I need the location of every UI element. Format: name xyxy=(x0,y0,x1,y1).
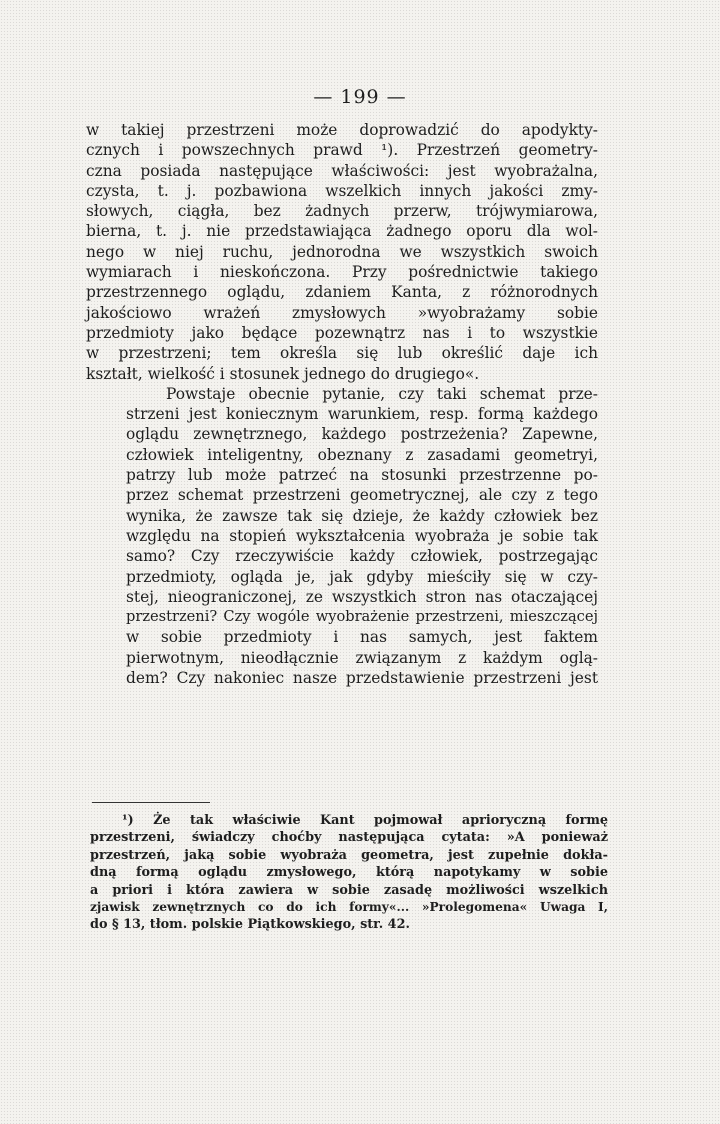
text-line: wynika, że zawsze tak się dzieje, że każdy człowiek bez xyxy=(126,506,598,525)
footnote-line: przestrzeń, jaką sobie wyobraża geometra, jest zupełnie dokła- xyxy=(90,847,608,863)
footnote-line: a priori i która zawiera w sobie zasadę możliwości wszelkich xyxy=(90,882,608,898)
text-line: człowiek inteligentny, obeznany z zasadami geometryi, xyxy=(126,445,598,464)
text-line: w takiej przestrzeni może doprowadzić do apodykty- xyxy=(86,121,598,139)
text-line: oglądu zewnętrznego, każdego postrzeżenia? Zapewne, xyxy=(126,425,598,444)
paragraph-2 xyxy=(86,384,598,688)
text-line: nego w niej ruchu, jednorodna we wszystkich swoich xyxy=(86,242,598,261)
main-text xyxy=(86,120,598,688)
text-line: patrzy lub może patrzeć na stosunki przestrzenne po- xyxy=(126,466,598,485)
text-line: bierna, t. j. nie przedstawiająca żadnego oporu dla wol- xyxy=(86,222,598,241)
text-line: w przestrzeni; tem określa się lub określić daje ich xyxy=(86,344,598,363)
text-line: Powstaje obecnie pytanie, czy taki schemat prze- xyxy=(166,384,598,403)
text-line: w sobie przedmioty i nas samych, jest faktem xyxy=(126,628,598,647)
text-line: jakościowo wrażeń zmysłowych »wyobrażamy sobie xyxy=(86,303,598,322)
text-line: strzeni jest koniecznym warunkiem, resp. formą każdego xyxy=(126,405,598,424)
footnote xyxy=(90,812,608,934)
text-line: czysta, t. j. pozbawiona wszelkich innych jakości zmy- xyxy=(86,181,598,200)
text-line: kształt, wielkość i stosunek jednego do drugiego«. xyxy=(86,364,480,383)
footnote-divider xyxy=(92,802,210,803)
text-line: przestrzeni? Czy wogóle wyobrażenie przestrzeni, mieszczącej xyxy=(126,608,598,626)
text-line: cznych i powszechnych prawd ¹). Przestrzeń geometry- xyxy=(86,141,598,160)
text-line: przez schemat przestrzeni geometrycznej, ale czy z tego xyxy=(126,486,598,505)
footnote-line: przestrzeni, świadczy choćby następująca cytata: »A ponieważ xyxy=(90,830,608,846)
text-line: stej, nieograniczonej, ze wszystkich stron nas otaczającej xyxy=(126,587,598,606)
text-line: przestrzennego oglądu, zdaniem Kanta, z różnorodnych xyxy=(86,283,598,302)
text-line: przedmioty jako będące pozewnątrz nas i to wszystkie xyxy=(86,323,598,342)
text-line: samo? Czy rzeczywiście każdy człowiek, postrzegając xyxy=(126,547,598,566)
footnote-line: dną formą oglądu zmysłowego, którą napotykamy w sobie xyxy=(90,865,608,881)
text-line: dem? Czy nakoniec nasze przedstawienie przestrzeni jest xyxy=(126,669,598,688)
footnote-line: ¹) Że tak właściwie Kant pojmował aprioryczną formę xyxy=(122,813,608,828)
footnote-line: zjawisk zewnętrznych co do ich formy«... »Prolegomena« Uwaga I, xyxy=(90,900,608,915)
text-line: przedmioty, ogląda je, jak gdyby mieściły się w czy- xyxy=(126,567,598,586)
text-line: względu na stopień wykształcenia wyobraża je sobie tak xyxy=(126,526,598,545)
paragraph-1 xyxy=(86,120,598,384)
text-line: słowych, ciągła, bez żadnych przerw, trójwymiarowa, xyxy=(86,202,598,221)
footnote-line: do § 13, tłom. polskie Piątkowskiego, str. 42. xyxy=(90,917,410,933)
text-line: wymiarach i nieskończona. Przy pośrednictwie takiego xyxy=(86,263,598,282)
text-line: czna posiada następujące właściwości: jest wyobrażalna, xyxy=(86,161,598,180)
page-number: — 199 — xyxy=(313,86,407,108)
text-line: pierwotnym, nieodłącznie związanym z każdym oglą- xyxy=(126,648,598,667)
